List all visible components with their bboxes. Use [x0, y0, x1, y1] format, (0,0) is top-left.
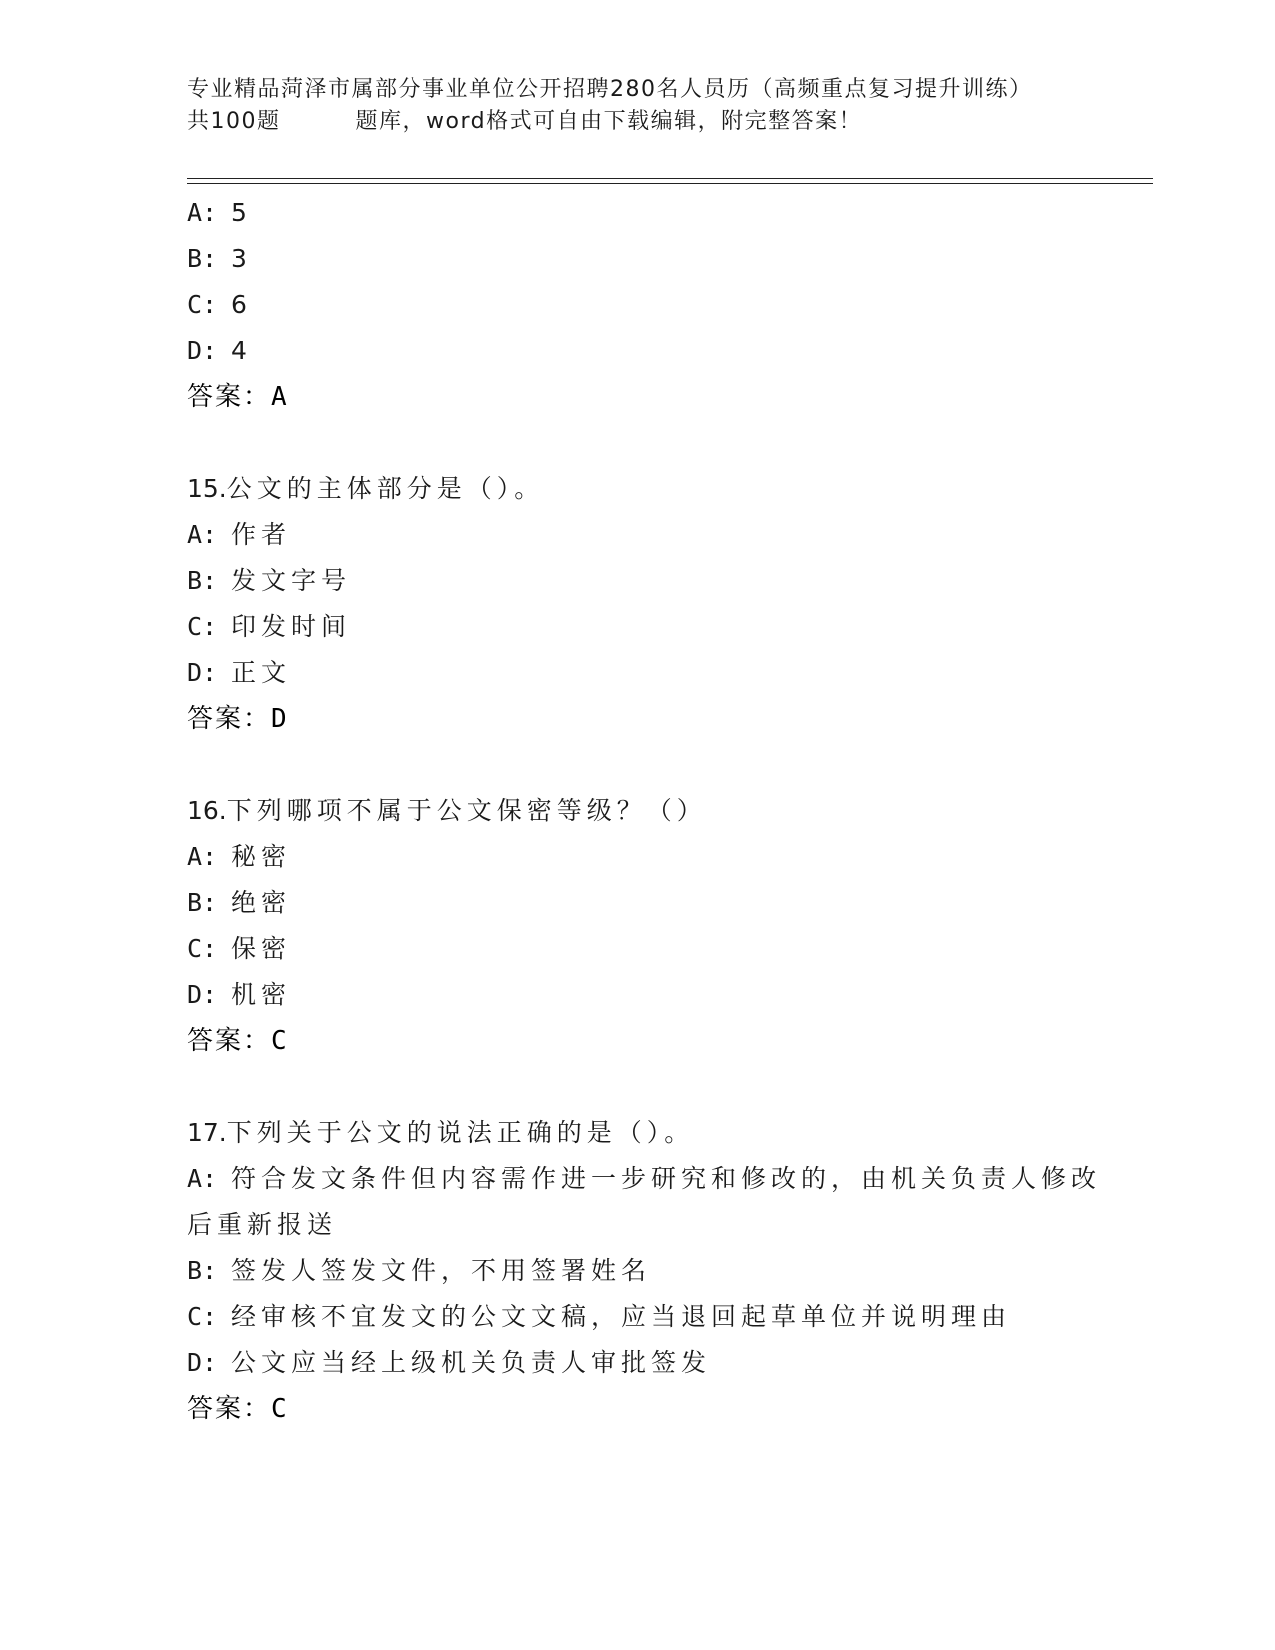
option-text: 印发时间 — [231, 612, 352, 641]
option-text: 机密 — [231, 980, 292, 1009]
option-row-continuation — [187, 1202, 1087, 1248]
option-text: 公文应当经上级机关负责人审批签发 — [231, 1348, 712, 1377]
option-row — [187, 1294, 1087, 1340]
option-text: 5 — [231, 198, 252, 227]
option-letter: C: — [187, 934, 218, 963]
option-row — [187, 926, 1087, 972]
option-row — [187, 650, 1087, 696]
answer-value: A — [271, 382, 289, 412]
option-text: 发文字号 — [231, 566, 352, 595]
option-letter: C: — [187, 612, 218, 641]
header-title-line: 专业精品菏泽市属部分事业单位公开招聘280名人员历（高频重点复习提升训练） — [187, 77, 1033, 102]
option-text: 绝密 — [231, 888, 292, 917]
answer-row — [187, 1018, 1087, 1064]
option-text: 作者 — [231, 520, 292, 549]
option-letter: A: — [187, 198, 218, 227]
header-note: 题库，word格式可自由下载编辑，附完整答案！ — [355, 109, 863, 134]
answer-label: 答案： — [187, 704, 272, 734]
document-header — [187, 74, 1087, 138]
option-row — [187, 604, 1087, 650]
question-count: 共100题 — [187, 109, 281, 134]
option-text: 正文 — [231, 658, 292, 687]
question-text: 下列关于公文的说法正确的是（）。 — [226, 1118, 695, 1147]
option-row — [187, 834, 1087, 880]
option-row — [187, 282, 1087, 328]
question-number: 16. — [187, 796, 227, 825]
question-number: 17. — [187, 1118, 227, 1147]
option-letter: D: — [187, 336, 218, 365]
option-row — [187, 1248, 1087, 1294]
option-letter: B: — [187, 566, 218, 595]
option-row — [187, 880, 1087, 926]
option-letter: D: — [187, 1348, 218, 1377]
option-letter: B: — [187, 1256, 218, 1285]
answer-value: C — [271, 1394, 289, 1424]
answer-row — [187, 1386, 1087, 1432]
option-letter: B: — [187, 244, 218, 273]
answer-label: 答案： — [187, 1026, 272, 1056]
option-letter: C: — [187, 290, 218, 319]
answer-value: C — [271, 1026, 289, 1056]
option-letter: B: — [187, 888, 218, 917]
option-text: 签发人签发文件，不用签署姓名 — [231, 1256, 652, 1285]
option-row — [187, 190, 1087, 236]
option-text: 6 — [231, 290, 252, 319]
question-block-prev — [187, 190, 1087, 420]
option-row — [187, 558, 1087, 604]
question-list — [187, 190, 1102, 1432]
question-number: 15. — [187, 474, 227, 503]
question-text: 公文的主体部分是（）。 — [226, 474, 545, 503]
question-block-17 — [187, 1110, 1102, 1432]
option-text: 符合发文条件但内容需作进一步研究和修改的，由机关负责人修改 — [231, 1164, 1102, 1193]
option-letter: A: — [187, 520, 218, 549]
question-block-16 — [187, 788, 1087, 1064]
question-stem — [187, 466, 1087, 512]
option-letter: D: — [187, 658, 218, 687]
question-stem — [187, 1110, 1087, 1156]
option-text: 保密 — [231, 934, 292, 963]
option-letter: A: — [187, 842, 218, 871]
question-text: 下列哪项不属于公文保密等级？（） — [226, 796, 707, 825]
question-block-15 — [187, 466, 1087, 742]
answer-row — [187, 696, 1087, 742]
option-row — [187, 512, 1087, 558]
header-divider-top — [187, 178, 1153, 179]
option-row — [187, 236, 1087, 282]
option-row — [187, 972, 1087, 1018]
option-letter: A: — [187, 1164, 218, 1193]
answer-value: D — [271, 704, 289, 734]
question-stem — [187, 788, 1087, 834]
answer-label: 答案： — [187, 1394, 272, 1424]
option-row — [187, 1156, 1102, 1202]
option-row — [187, 1340, 1087, 1386]
header-divider-bottom — [187, 183, 1153, 184]
option-text-continuation: 后重新报送 — [187, 1210, 338, 1239]
header-subtitle-line — [187, 106, 1087, 138]
answer-row — [187, 374, 1087, 420]
option-text: 秘密 — [231, 842, 292, 871]
option-letter: C: — [187, 1302, 218, 1331]
answer-label: 答案： — [187, 382, 272, 412]
option-letter: D: — [187, 980, 218, 1009]
option-text: 3 — [231, 244, 252, 273]
option-text: 经审核不宜发文的公文文稿，应当退回起草单位并说明理由 — [231, 1302, 1012, 1331]
option-row — [187, 328, 1087, 374]
option-text: 4 — [231, 336, 252, 365]
